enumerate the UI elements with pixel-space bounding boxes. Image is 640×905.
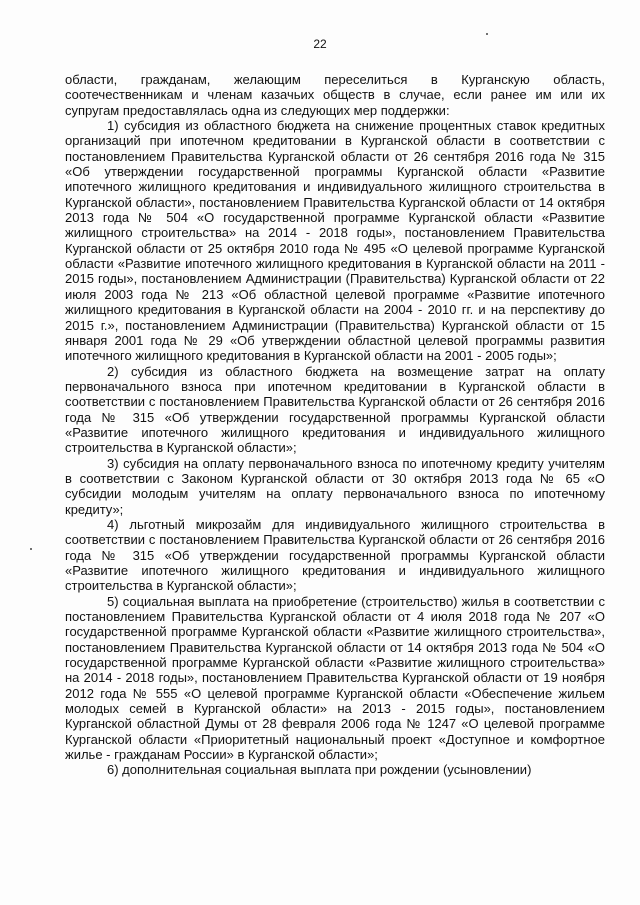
page-number: 22 <box>313 37 327 51</box>
paragraph-item-1: 1) субсидия из областного бюджета на снижение процентных ставок кредитных организаций при ипотечном кредитовании в Курганской области в соответствии с постановлением Правительства Курганской области от 26 сентября 2016 года № 315 «Об утверждении государственной программы Курганской области «Развитие ипотечного жилищного кредитования и индивидуального жилищного строительства в Курганской области», постановлением Правительства Курганской области от 14 октября 2013 года № 504 «О государственной программе Курганской области «Развитие жилищного строительства» на 2014 - 2018 годы», постановлением Правительства Курганской области от 25 октября 2010 года № 495 «О целевой программе Курганской области «Развитие ипотечного жилищного кредитования в Курганской области на 2011 - 2015 годы», постановлением Администрации (Правительства) Курганской области от 22 июля 2003 года № 213 «Об областной целевой программе «Развитие ипотечного жилищного кредитования в Курганской области на 2004 - 2010 гг. и на перспективу до 2015 г.», постановлением Администрации (Правительства) Курганской области от 15 января 2001 года № 29 «Об утверждении областной целевой программы развития ипотечного жилищного кредитования в Курганской области на 2001 - 2005 годы»; <box>65 118 605 364</box>
paragraph-item-2: 2) субсидия из областного бюджета на возмещение затрат на оплату первоначального взноса при ипотечном кредитовании в Курганской области в соответствии с постановлением Правительства Курганской области от 26 сентября 2016 года № 315 «Об утверждении государственной программы Курганской области «Развитие ипотечного жилищного кредитования и индивидуального жилищного строительства в Курганской области»; <box>65 363 605 456</box>
scan-speck <box>486 33 488 35</box>
paragraph-item-4: 4) льготный микрозайм для индивидуального жилищного строительства в соответствии с постановлением Правительства Курганской области от 26 сентября 2016 года № 315 «Об утверждении государственной программы Курганской области «Развитие ипотечного жилищного кредитования и индивидуального жилищного строительства в Курганской области»; <box>65 516 605 594</box>
paragraph-continuation: области, гражданам, желающим переселиться в Курганскую область, соотечественникам и членам казачьих обществ в случае, если ранее им или их супругам предоставлялась одна из следующих мер поддержки: <box>65 72 605 118</box>
paragraph-item-6: 6) дополнительная социальная выплата при рождении (усыновлении) <box>107 762 532 778</box>
paragraph-item-3: 3) субсидия на оплату первоначального взноса по ипотечному кредиту учителям в соответствии с Законом Курганской области от 30 октября 2013 года № 65 «О субсидии молодым учителям на оплату первоначального взноса по ипотечному кредиту»; <box>65 455 605 517</box>
paragraph-item-5: 5) социальная выплата на приобретение (строительство) жилья в соответствии с постановлением Правительства Курганской области от 4 июля 2018 года № 207 «О государственной программе Курганской области «Развитие жилищного строительства», постановлением Правительства Курганской области от 14 октября 2013 года № 504 «О государственной программе Курганской области «Развитие жилищного строительства» на 2014 - 2018 годы», постановлением Правительства Курганской области от 19 ноября 2012 года № 555 «О целевой программе Курганской области «Обеспечение жильем молодых семей в Курганской области» на 2013 - 2015 годы», постановлением Курганской областной Думы от 28 февраля 2006 года № 1247 «О целевой программе Курганской области «Приоритетный национальный проект «Доступное и комфортное жилье - гражданам России» в Курганской области»; <box>65 593 605 763</box>
scan-speck <box>30 548 32 550</box>
document-body <box>65 72 605 778</box>
